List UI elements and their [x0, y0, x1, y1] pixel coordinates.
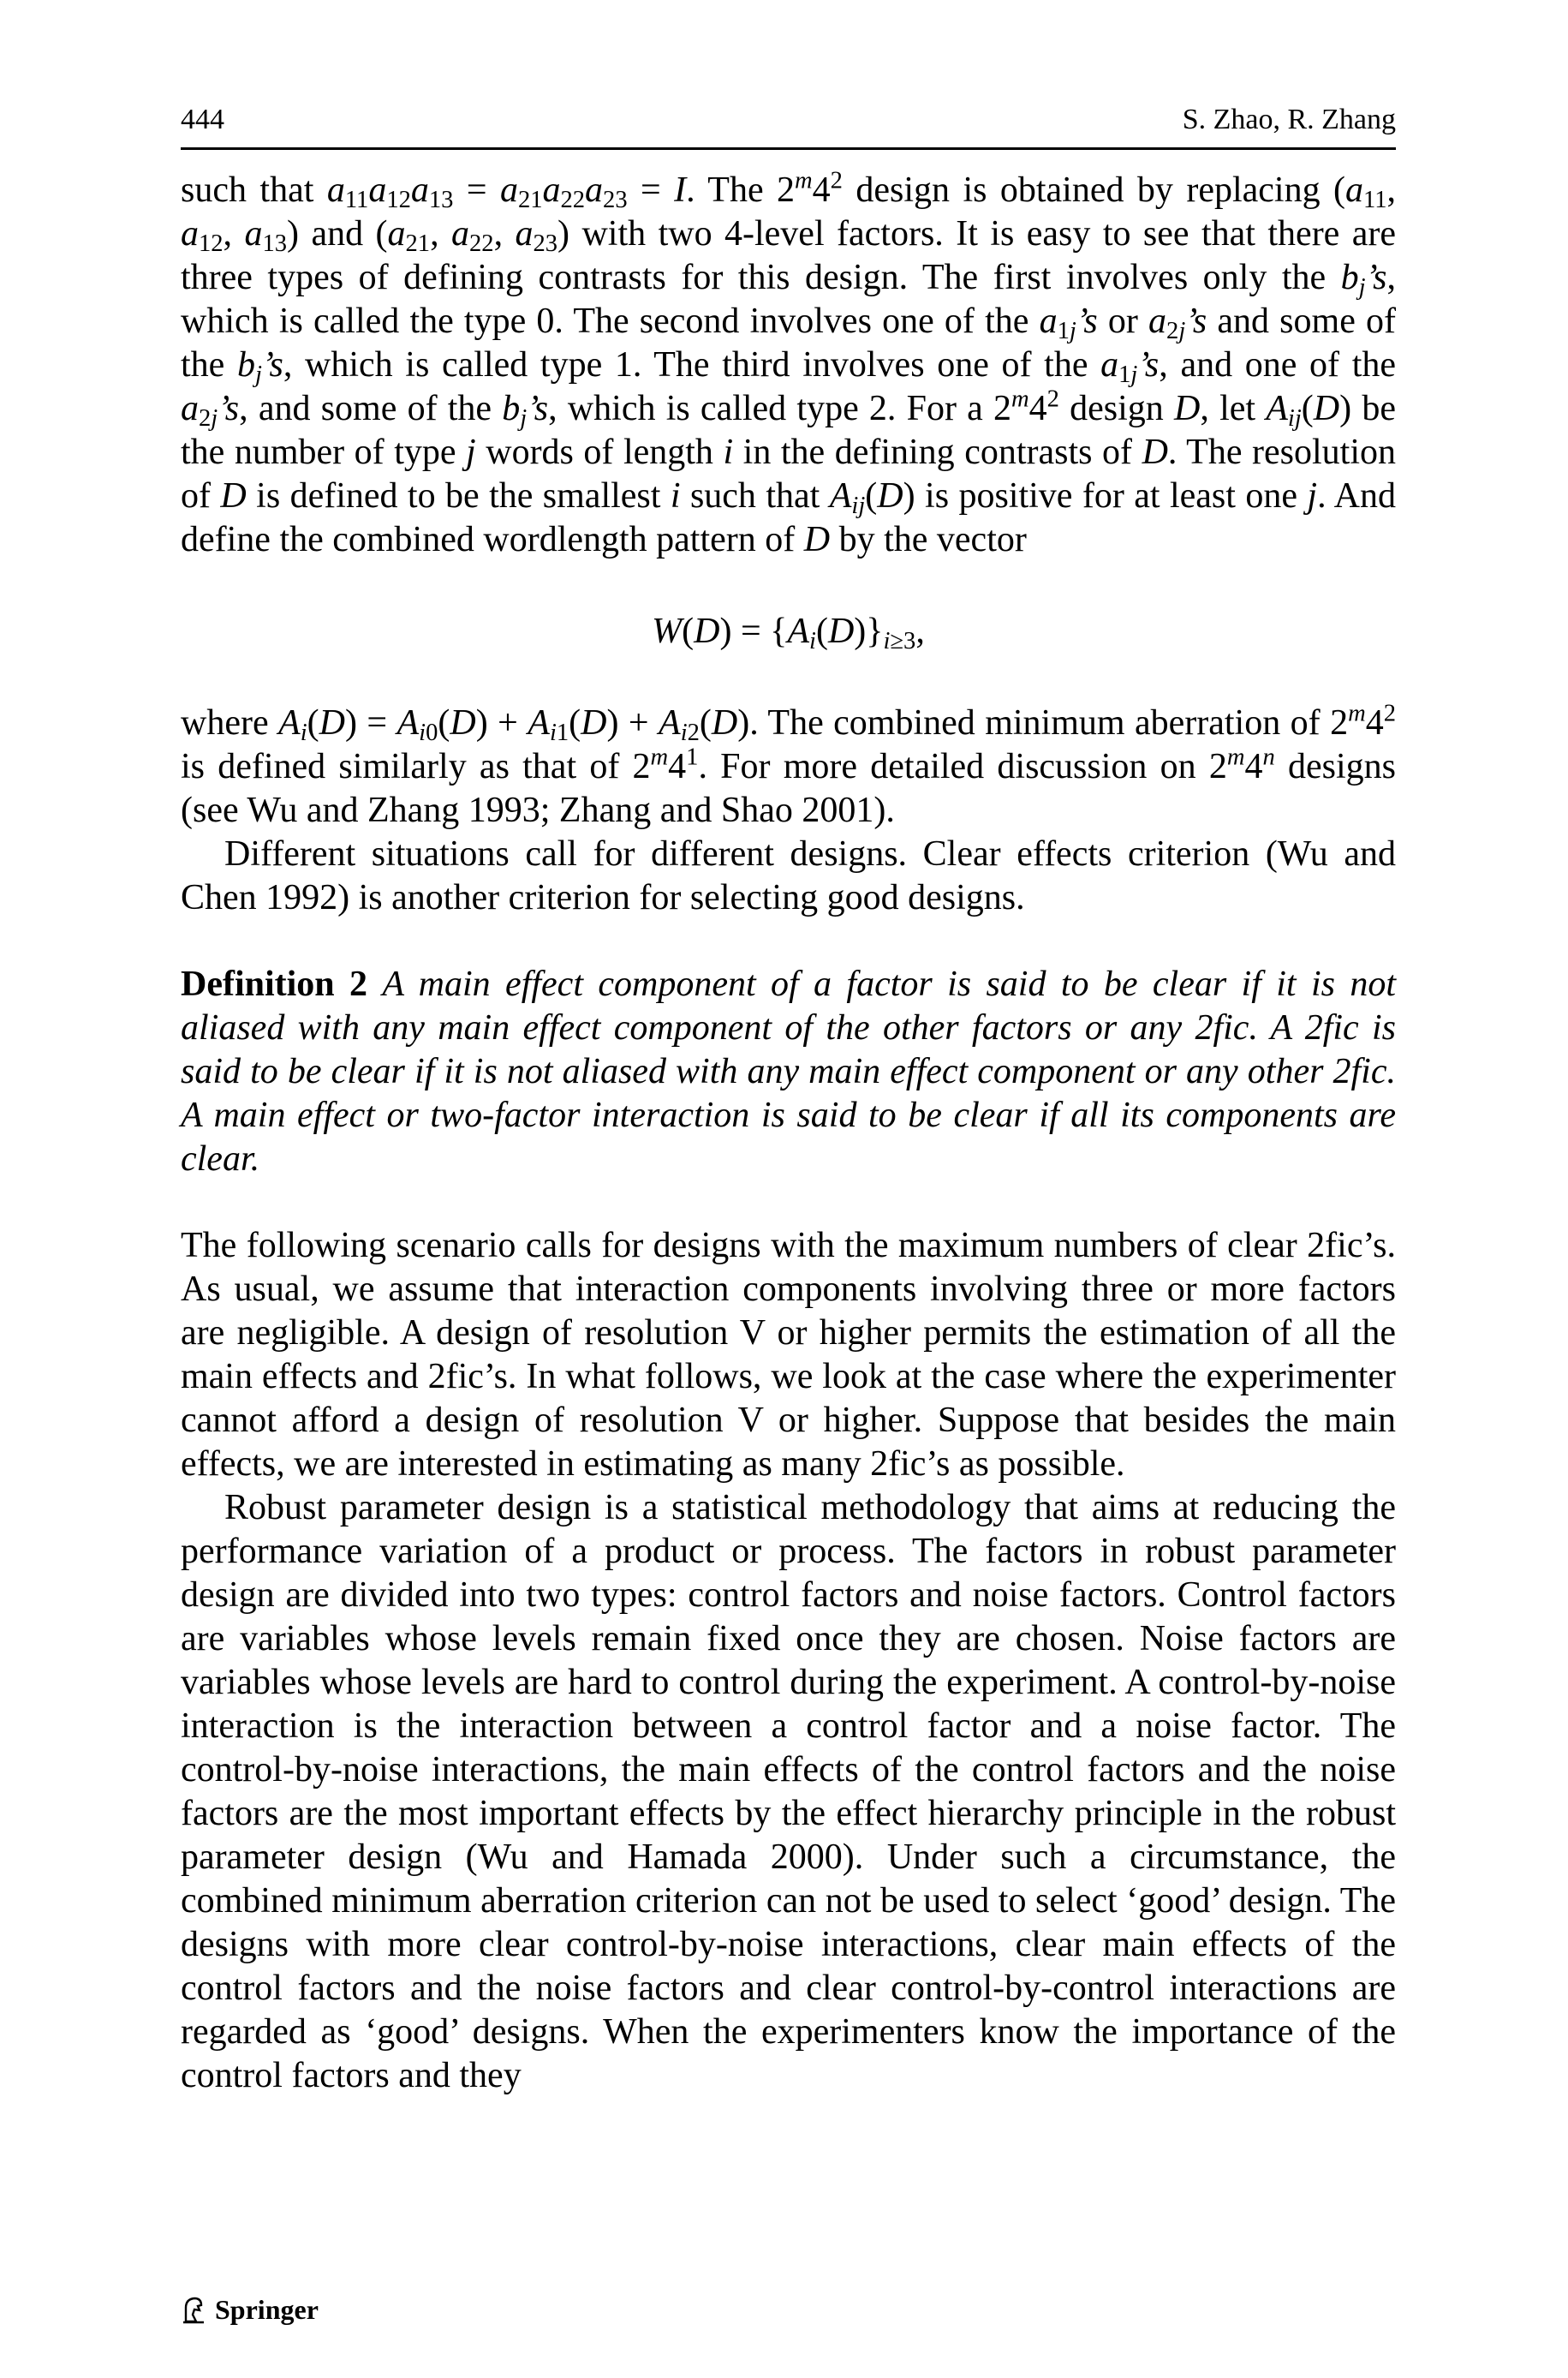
paragraph-robust-design: Robust parameter design is a statistical methodology that aims at reducing the performance variation of a product or process. The factors in robust parameter design are divided into two types: control factors and noise factors. Control factors are variables whose levels remain fixed once they are chosen. Noise factors are variables whose levels are hard to control during the experiment. A control-by-noise interaction is the interaction between a control factor and a noise factor. The control-by-noise interactions, the main effects of the control factors and the noise factors are the most important effects by the effect hierarchy principle in the robust parameter design (Wu and Hamada 2000). Under such a circumstance, the combined minimum aberration criterion can not be used to select ‘good’ design. The designs with more clear control-by-noise interactions, clear main effects of the control factors and the noise factors and clear control-by-control interactions are regarded as ‘good’ designs. When the experimenters know the importance of the control factors and they — [181, 1488, 1396, 2095]
running-head — [181, 103, 1396, 150]
definition-body: A main effect component of a factor is said to be clear if it is not aliased with any main effect component of the other factors or any 2fic. A 2fic is said to be clear if it is not aliased with any main effect component or any other 2fic. A main effect or two-factor interaction is said to be clear if all its components are clear. — [181, 965, 1397, 1179]
display-equation-wordlength: $W(D) = \{A_i(D)\}_{i\ge 3}$, — [652, 612, 925, 655]
paragraph-clear-effects: Different situations call for different designs. Clear effects criterion (Wu and Chen 1992) is another criterion for selecting good designs. — [181, 834, 1396, 917]
body-text — [181, 169, 1396, 2098]
definition-2 — [181, 963, 1396, 1181]
springer-horse-icon — [181, 2296, 206, 2325]
publisher-name: Springer — [215, 2294, 319, 2325]
definition-label: Definition 2 — [181, 965, 368, 1004]
page — [181, 103, 1396, 2098]
footer — [181, 2294, 319, 2326]
paragraph-combined-aberration: where $A_i(D) = A_{i0}(D) + A_{i1}(D) + A_{i2}(D)$. The combined minimum aberration of $2^m4^2$ is defined similarly as that of $2^m4^1$. For more detailed discussion on 2$^m$4$^n$ designs (see Wu and Zhang 1993; Zhang and Shao 2001). — [181, 700, 1397, 830]
page-number: 444 — [181, 104, 224, 135]
paragraph-scenario: The following scenario calls for designs with the maximum numbers of clear 2fic’s. As usual, we assume that interaction components involving three or more factors are negligible. A design of resolution V or higher permits the estimation of all the main effects and 2fic’s. In what follows, we look at the case where the experimenter cannot afford a design of resolution V or higher. Suppose that besides the main effects, we are interested in estimating as many 2fic’s as possible. — [181, 1226, 1396, 1484]
paragraph-design-types: such that $a_{11}a_{12}a_{13} = a_{21}a_{22}a_{23} = I$. The $2^m4^2$ design is obtained by replacing ($a_{11}$, $a_{12}$, $a_{13}$) and ($a_{21}$, $a_{22}$, $a_{23}$) with two 4-level factors. It is easy to see that there are three types of defining contrasts for this design. The first involves only the $b_j’s$, which is called the type 0. The second involves one of the $a_{1j}’s$ or $a_{2j}’s$ and some of the $b_j’s$, which is called type 1. The third involves one of the $a_{1j}’s$, and one of the $a_{2j}’s$, and some of the $b_j’s$, which is called type 2. For a $2^m4^2$ design D, let $A_{ij}(D)$ be the number of type j words of length i in the defining contrasts of D. The resolution of D is defined to be the smallest i such that $A_{ij}(D)$ is positive for at least one j. And define the combined wordlength pattern of D by the vector — [181, 167, 1397, 559]
running-head-authors: S. Zhao, R. Zhang — [1182, 104, 1396, 135]
